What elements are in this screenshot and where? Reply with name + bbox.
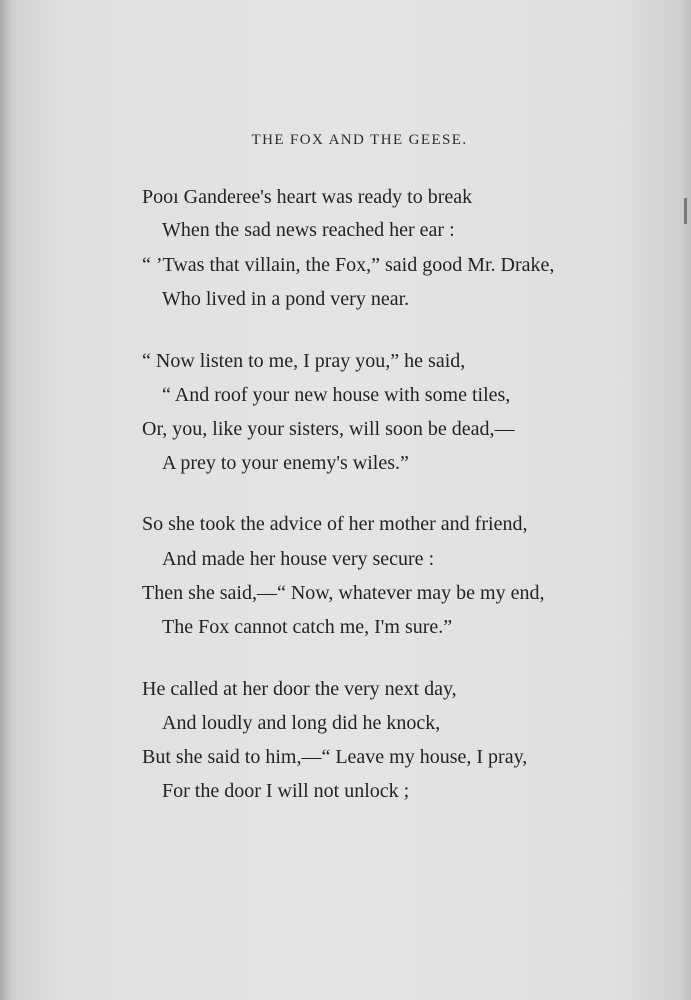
poem-line: Pooı Ganderee's heart was ready to break xyxy=(142,186,473,208)
poem-line: Or, you, like your sisters, will soon be dead,— xyxy=(142,418,515,440)
poem-line: But she said to him,—“ Leave my house, I pray, xyxy=(142,746,528,768)
poem-line: A prey to your enemy's wiles.” xyxy=(162,452,409,474)
poem-line: When the sad news reached her ear : xyxy=(162,219,455,241)
poem-line: So she took the advice of her mother and friend, xyxy=(142,513,528,535)
page-title: THE FOX AND THE GEESE. xyxy=(251,132,468,148)
poem-line: Who lived in a pond very near. xyxy=(162,288,410,310)
poem-line: “ Now listen to me, I pray you,” he said, xyxy=(142,350,466,372)
poem-line: Then she said,—“ Now, whatever may be my end, xyxy=(142,582,545,604)
poem-line: “ And roof your new house with some tiles, xyxy=(162,384,511,406)
poem-line: “ ’Twas that villain, the Fox,” said good Mr. Drake, xyxy=(142,254,555,276)
poem-line: He called at her door the very next day, xyxy=(142,678,457,700)
poem-line: And loudly and long did he knock, xyxy=(162,712,441,734)
poem-line: And made her house very secure : xyxy=(162,548,435,570)
poem-line: The Fox cannot catch me, I'm sure.” xyxy=(162,616,453,638)
poem-line: For the door I will not unlock ; xyxy=(162,780,410,802)
